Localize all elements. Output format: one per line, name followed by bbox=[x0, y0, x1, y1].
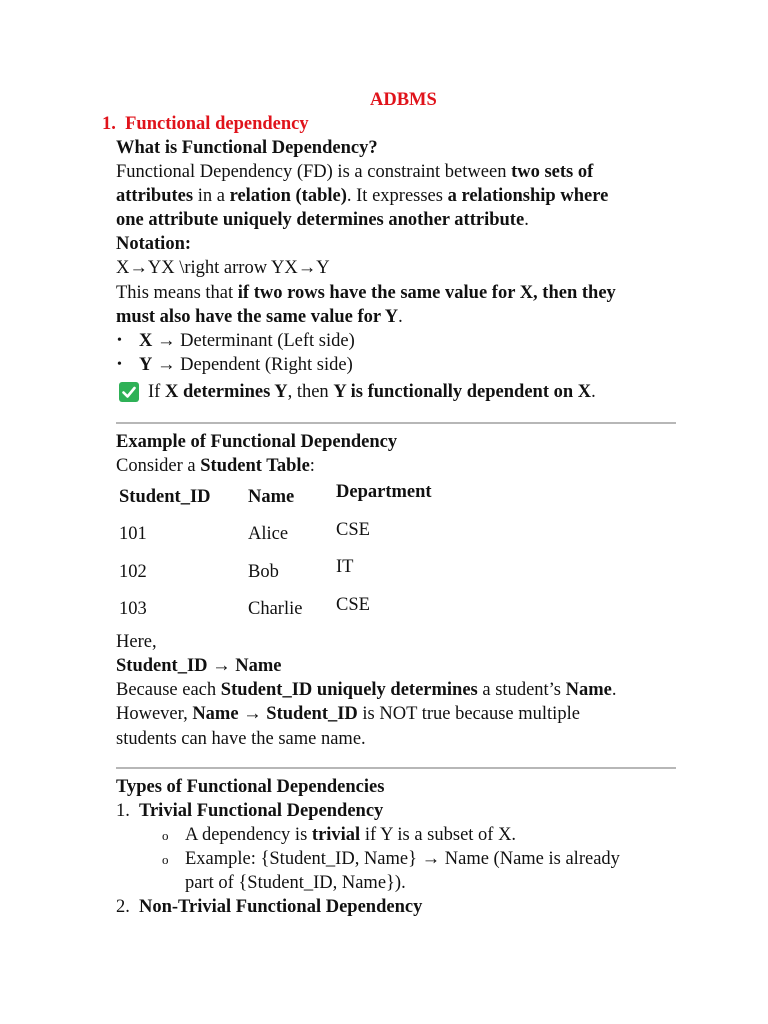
divider bbox=[116, 422, 676, 424]
however-line: However, Name → Student_ID is NOT true because multiple bbox=[116, 704, 580, 724]
table-header: Department bbox=[336, 482, 432, 502]
list-number: 2. bbox=[116, 897, 130, 917]
sub-bullet-mark: o bbox=[162, 828, 169, 843]
document-title: ADBMS bbox=[370, 90, 437, 110]
bullet-item-x: X → Determinant (Left side) bbox=[139, 331, 355, 351]
meaning-line-1: This means that if two rows have the same value for X, then they bbox=[116, 283, 616, 303]
example-intro: Consider a Student Table: bbox=[116, 456, 315, 476]
bullet-item-y: Y → Dependent (Right side) bbox=[139, 355, 353, 375]
what-is-heading: What is Functional Dependency? bbox=[116, 138, 378, 158]
section-number: 1. bbox=[102, 114, 116, 134]
check-note: If X determines Y, then Y is functionally dependent on X. bbox=[148, 382, 596, 402]
fd-example: Student_ID → Name bbox=[116, 656, 282, 676]
non-trivial-fd-title: Non-Trivial Functional Dependency bbox=[139, 897, 423, 917]
notation-label: Notation: bbox=[116, 234, 192, 254]
sub-bullet-mark: o bbox=[162, 852, 169, 867]
students-line: students can have the same name. bbox=[116, 729, 366, 749]
trivial-fd-title: Trivial Functional Dependency bbox=[139, 801, 384, 821]
definition-line-3: one attribute uniquely determines another attribute. bbox=[116, 210, 529, 230]
here-text: Here, bbox=[116, 632, 157, 652]
because-line: Because each Student_ID uniquely determines a student’s Name. bbox=[116, 680, 617, 700]
notation-value: X→YX \right arrow YX→Y bbox=[116, 258, 330, 278]
table-header: Student_ID bbox=[119, 487, 211, 507]
table-cell: 102 bbox=[119, 562, 147, 582]
types-heading: Types of Functional Dependencies bbox=[116, 777, 385, 797]
table-cell: IT bbox=[336, 557, 354, 577]
definition-line-1: Functional Dependency (FD) is a constraint between two sets of bbox=[116, 162, 594, 182]
table-cell: CSE bbox=[336, 520, 370, 540]
trivial-example-line-2: part of {Student_ID, Name}). bbox=[185, 873, 406, 893]
bullet-mark: • bbox=[117, 333, 122, 348]
example-heading: Example of Functional Dependency bbox=[116, 432, 398, 452]
table-header: Name bbox=[248, 487, 295, 507]
table-cell: 101 bbox=[119, 524, 147, 544]
list-number: 1. bbox=[116, 801, 130, 821]
bullet-mark: • bbox=[117, 357, 122, 372]
section-title: Functional dependency bbox=[125, 114, 309, 134]
definition-line-2: attributes in a relation (table). It expresses a relationship where bbox=[116, 186, 609, 206]
check-mark-button-icon bbox=[119, 382, 139, 402]
table-cell: Bob bbox=[248, 562, 279, 582]
divider bbox=[116, 767, 676, 769]
section-heading bbox=[102, 112, 309, 136]
trivial-example-line-1: Example: {Student_ID, Name} → Name (Name is already bbox=[185, 849, 620, 869]
table-cell: Alice bbox=[248, 524, 289, 544]
table-cell: CSE bbox=[336, 595, 370, 615]
table-cell: 103 bbox=[119, 599, 147, 619]
meaning-line-2: must also have the same value for Y. bbox=[116, 307, 403, 327]
trivial-definition: A dependency is trivial if Y is a subset of X. bbox=[185, 825, 517, 845]
table-cell: Charlie bbox=[248, 599, 303, 619]
